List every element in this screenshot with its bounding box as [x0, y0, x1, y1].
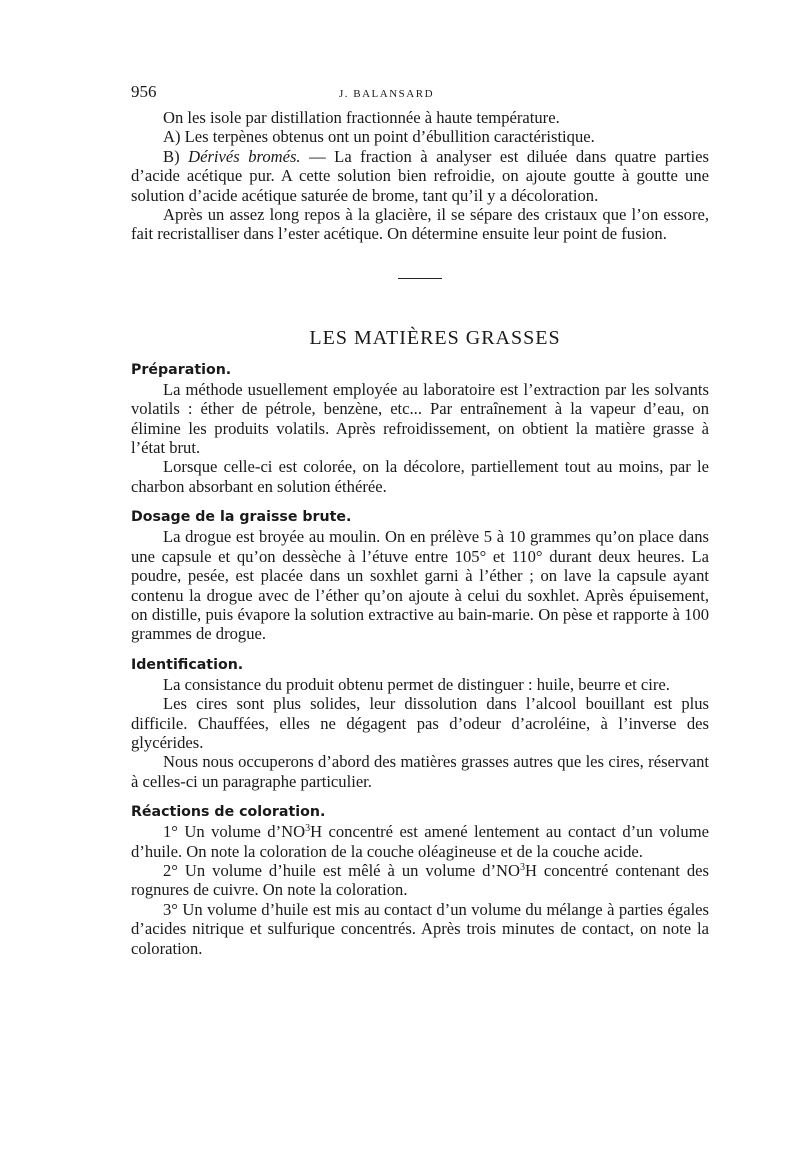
reaction-2-text-a: 2° Un volume d’huile est mêlé à un volume d’NO [163, 860, 520, 880]
intro-paragraph-1: On les isole par distillation fractionnée à haute température. [163, 108, 560, 127]
heading-identification: Identification. [131, 656, 244, 673]
identification-paragraph-1: La consistance du produit obtenu permet de distinguer : huile, beurre et cire. [163, 674, 670, 694]
reaction-1-text-b: H concentré est amené lentement au contact d’un volume d’huile. On note la coloration de la couche oléagineuse et de la couche acide. [131, 822, 709, 861]
identification-paragraph-3: Nous nous occuperons d’abord des matières grasses autres que les cires, réservant à celles-ci un paragraphe particulier. [131, 752, 709, 791]
chapter-title: LES MATIÈRES GRASSES [309, 326, 561, 349]
preparation-paragraph-2: Lorsque celle-ci est colorée, on la décolore, partiellement tout au moins, par le charbon absorbant en solution éthérée. [131, 457, 709, 496]
intro-p3-label: B) [163, 146, 189, 166]
intro-paragraph-2: A) Les terpènes obtenus ont un point d’ébullition caractéristique. [163, 127, 595, 147]
intro-paragraph-4: Après un assez long repos à la glacière, il se sépare des cristaux que l’on essore, fait recristalliser dans l’ester acétique. On détermine ensuite leur point de fusion. [131, 205, 709, 244]
heading-preparation: Préparation. [131, 361, 232, 378]
reactions-paragraph-1 [131, 822, 709, 861]
intro-p3-text: — La fraction à analyser est diluée dans quatre parties d’acide acétique pur. A cette solution bien refroidie, on ajoute goutte à goutte une solution d’acide acétique saturée de brome, tant qu’il y a décoloration. [131, 146, 709, 205]
identification-paragraph-2: Les cires sont plus solides, leur dissolution dans l’alcool bouillant est plus difficile. Chauffées, elles ne dégagent pas d’odeur d’acroléine, à l’inverse des glycérides. [131, 694, 709, 752]
reactions-paragraph-3: 3° Un volume d’huile est mis au contact d’un volume du mélange à parties égales d’acides nitrique et sulfurique concentrés. Après trois minutes de contact, on note la coloration. [131, 899, 709, 958]
reactions-paragraph-2 [131, 861, 709, 900]
page-header [131, 82, 709, 108]
page-number: 956 [131, 82, 157, 101]
running-head: J. BALANSARD [339, 88, 435, 100]
reaction-2-text-b: H concentré contenant des rognures de cuivre. On note la coloration. [131, 860, 709, 900]
reaction-1-superscript: 3 [305, 823, 311, 835]
intro-paragraph-3 [131, 147, 709, 205]
intro-p3-italic: Dérivés bromés. [188, 146, 301, 166]
heading-reactions: Réactions de coloration. [131, 804, 326, 821]
reaction-1-text-a: 1° Un volume d’NO [163, 822, 306, 842]
heading-dosage: Dosage de la graisse brute. [131, 509, 352, 526]
preparation-paragraph-1: La méthode usuellement employée au laboratoire est l’extraction par les solvants volatils : éther de pétrole, benzène, etc... Par entraînement à la vapeur d’eau, on élimine les produits volatils. Après refroidissement, on obtient la matière grasse à l’état brut. [131, 379, 709, 458]
book-page [131, 82, 709, 958]
section-divider [398, 278, 442, 279]
reaction-2-superscript: 3 [519, 861, 525, 873]
dosage-paragraph-1: La drogue est broyée au moulin. On en prélève 5 à 10 grammes qu’on place dans une capsule et qu’on dessèche à l’étuve entre 105° et 110° durant deux heures. La poudre, pesée, est placée dans un soxhlet garni à l’éther ; on lave la capsule ayant contenu la drogue avec de l’éther qu’on ajoute à celui du soxhlet. Après épuisement, on distille, puis évapore la solution extractive au bain-marie. On pèse et rapporte à 100 grammes de drogue. [131, 527, 709, 644]
